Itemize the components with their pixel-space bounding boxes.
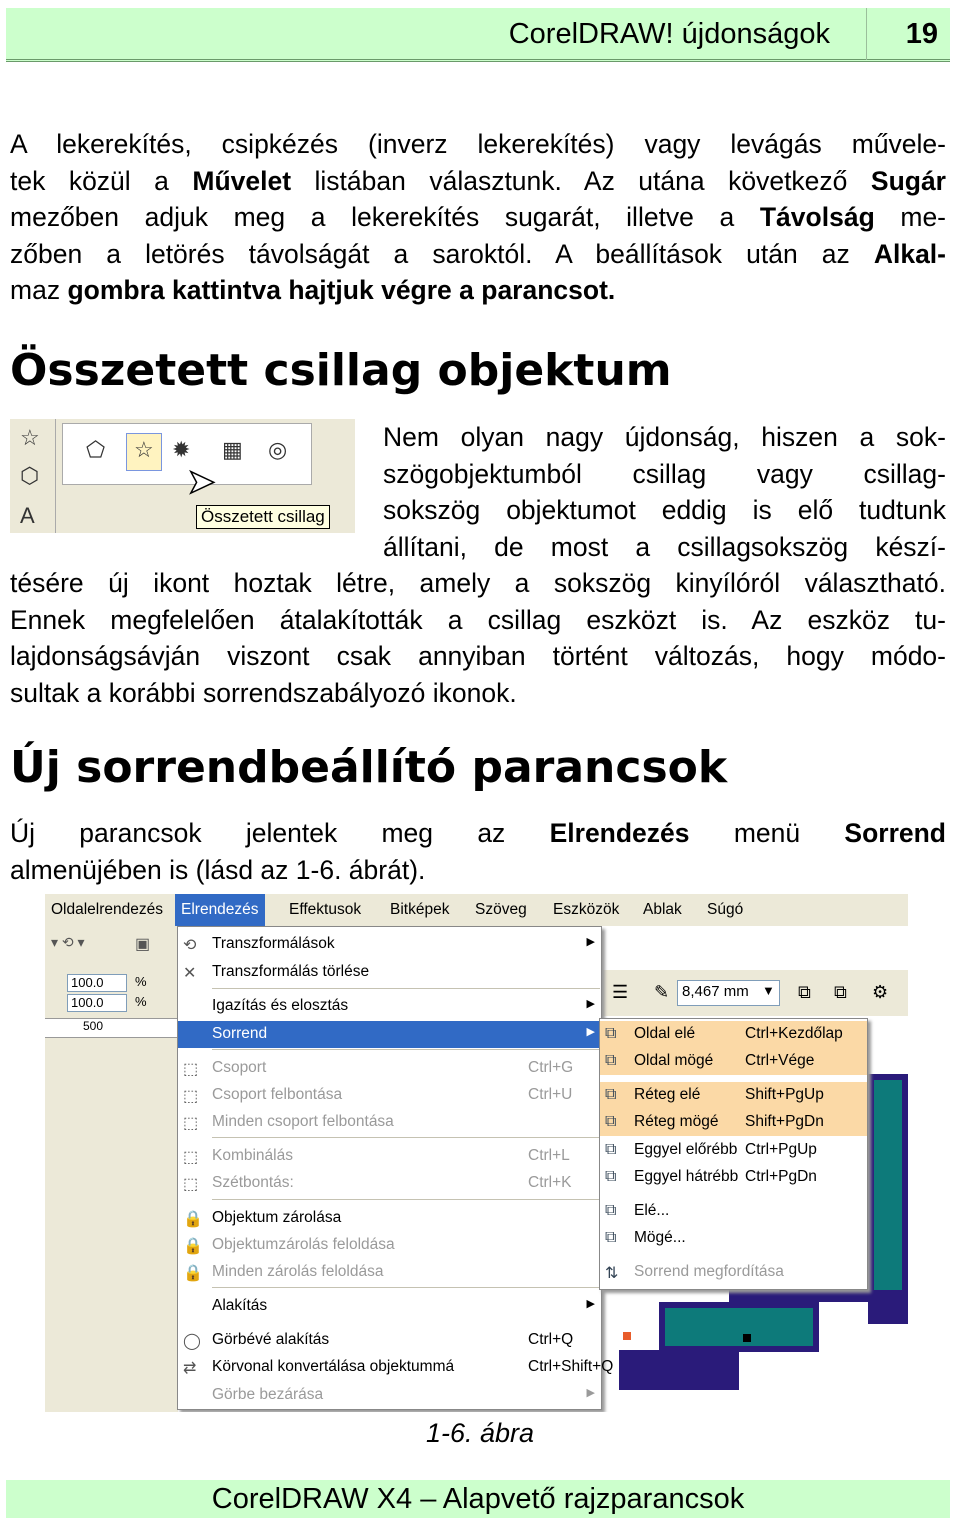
menu-item-icon: ⇄ (183, 1360, 197, 1377)
menu-item[interactable] (178, 1205, 601, 1232)
submenu-arrow-icon: ▶ (586, 936, 595, 948)
bold-term: gombra kattintva hajtjuk végre a parancsot. (60, 275, 616, 305)
ruler: 500 (45, 1018, 178, 1038)
height-unit: % (135, 994, 147, 1009)
submenu-item[interactable] (600, 1225, 867, 1252)
submenu-item-icon: ⧉ (605, 1113, 617, 1130)
submenu-item-label: Oldal mögé (634, 1052, 714, 1069)
tooltip: Összetett csillag (196, 505, 330, 529)
menu-item-label: Sorrend (212, 1025, 268, 1042)
text-run: Új parancsok jelentek meg az (10, 818, 550, 848)
pen-icon[interactable]: ✎ (654, 982, 670, 1002)
menu-item-icon: 🔒 (183, 1265, 203, 1282)
text-run: tek közül a (10, 165, 193, 196)
submenu-item-icon: ⇅ (605, 1265, 619, 1282)
menu-item[interactable] (178, 993, 601, 1020)
text-line: tésére új ikont hoztak létre, amely a sokszög kinyílóról választható. (10, 568, 946, 598)
menu-item-label: Csoport (212, 1059, 267, 1076)
menu-item-label: Transzformálás törlése (212, 963, 370, 980)
menubar-item[interactable]: Eszközök (553, 901, 620, 918)
order-submenu (599, 1018, 868, 1290)
submenu-item[interactable] (600, 1164, 867, 1191)
menu-item-icon: ⬚ (183, 1061, 199, 1078)
text-line (10, 815, 946, 852)
menu-item[interactable] (178, 1354, 614, 1381)
menu-item-label: Alakítás (212, 1297, 268, 1314)
menu-separator (212, 988, 600, 989)
order-paragraph (10, 815, 946, 888)
menu-separator (212, 1049, 600, 1050)
text-align-icon[interactable]: ☰ (612, 982, 629, 1002)
menu-separator (212, 1137, 600, 1138)
dropdown-arrow-icon[interactable]: ▼ (762, 983, 775, 998)
menu-item-label: Görbe bezárása (212, 1386, 324, 1403)
menu-item[interactable] (178, 1143, 601, 1170)
submenu-item-icon: ⧉ (605, 1202, 617, 1219)
drawing-steps (599, 1290, 908, 1412)
menu-item[interactable] (178, 959, 601, 986)
submenu-arrow-icon: ▶ (586, 1298, 595, 1310)
menu-item-icon: ⬚ (183, 1176, 199, 1193)
submenu-arrow-icon: ▶ (586, 1026, 595, 1038)
shape-tool-icon: ⬡ (20, 463, 40, 488)
submenu-item-shortcut: Ctrl+PgDn (745, 1168, 817, 1185)
bold-term: Művelet (192, 165, 292, 196)
menu-item[interactable] (178, 931, 601, 958)
page-footer: CorelDRAW X4 – Alapvető rajzparancsok (6, 1480, 950, 1518)
menubar-item[interactable]: Ablak (643, 901, 682, 918)
submenu-item[interactable] (600, 1021, 867, 1048)
submenu-arrow-icon: ▶ (586, 1387, 595, 1399)
text-line: sultak a korábbi sorrendszabályozó ikonok. (10, 677, 517, 708)
submenu-item-label: Eggyel hátrébb (634, 1168, 739, 1185)
width-unit: % (135, 974, 147, 989)
width-field[interactable]: 100.0 (67, 974, 127, 992)
text-line (10, 163, 946, 200)
menubar-item[interactable]: Szöveg (475, 901, 527, 918)
section-heading-order: Új sorrendbeállító parancsok (10, 742, 728, 793)
to-back-icon[interactable]: ⧉ (834, 982, 847, 1002)
property-bar-right (602, 970, 908, 1016)
menu-item-shortcut: Ctrl+L (528, 1147, 570, 1164)
page-header (6, 8, 950, 62)
height-field[interactable]: 100.0 (67, 994, 127, 1012)
menu-item-icon: 🔒 (183, 1238, 203, 1255)
text-line: Nem olyan nagy újdonság, hiszen a sok- (383, 422, 946, 452)
drawing-artwork (868, 1074, 908, 1324)
star-tool-icon: ☆ (20, 425, 40, 450)
menu-item[interactable] (178, 1293, 601, 1320)
submenu-item-icon: ⧉ (605, 1052, 617, 1069)
gear-icon[interactable]: ⚙ (872, 982, 889, 1002)
intro-paragraph (10, 126, 946, 309)
menubar-item[interactable]: Effektusok (289, 901, 362, 918)
submenu-item[interactable] (600, 1048, 867, 1075)
text-line: szögobjektumból csillag vagy csillag- (383, 458, 946, 489)
menu-item[interactable] (178, 1082, 601, 1109)
to-front-icon[interactable]: ⧉ (798, 982, 811, 1002)
menu-item-label: Minden csoport felbontása (212, 1113, 394, 1130)
menubar-item[interactable]: Oldalelrendezés (51, 901, 164, 918)
submenu-item-label: Réteg mögé (634, 1113, 719, 1130)
submenu-item-label: Elé... (634, 1202, 670, 1219)
submenu-item-shortcut: Ctrl+Kezdőlap (745, 1025, 843, 1042)
mouse-cursor-icon: ➤ (187, 463, 216, 501)
menu-item-icon: ⟲ (183, 937, 197, 954)
submenu-item-label: Oldal elé (634, 1025, 696, 1042)
text-line (10, 236, 946, 273)
submenu-item-label: Mögé... (634, 1229, 686, 1246)
submenu-item[interactable] (600, 1259, 867, 1286)
menu-item-label: Csoport felbontása (212, 1086, 343, 1103)
menubar-item[interactable]: Súgó (707, 901, 744, 918)
paste-icon[interactable]: ▣ (135, 936, 151, 953)
submenu-item-icon: ⧉ (605, 1025, 617, 1042)
text-line: állítani, de most a csillagsokszög készí- (383, 531, 946, 562)
menu-item[interactable] (178, 1021, 601, 1048)
text-run: A lekerekítés, csipkézés (inverz lekerekítés) vagy levágás művele- (10, 129, 946, 159)
text-run: maz (10, 275, 61, 305)
text-line (10, 126, 946, 163)
submenu-item-shortcut: Shift+PgUp (745, 1086, 824, 1103)
arrow-dropdown-icon[interactable]: ▾ ⟲ ▾ (51, 934, 85, 950)
menu-item-label: Igazítás és elosztás (212, 997, 349, 1014)
spiral-icon[interactable]: ◎ (268, 437, 288, 462)
menu-item-label: Szétbontás: (212, 1174, 294, 1191)
menubar-item[interactable]: Elrendezés (175, 894, 265, 926)
menu-item-shortcut: Ctrl+Shift+Q (528, 1358, 614, 1375)
complex-star-icon[interactable]: ✹ (172, 437, 191, 462)
menu-item[interactable] (178, 1170, 601, 1197)
menubar-item[interactable]: Bitképek (390, 901, 450, 918)
menu-item-label: Objektumzárolás feloldása (212, 1236, 395, 1253)
text-line: almenüjében is (lásd az 1-6. ábrát). (10, 854, 426, 885)
submenu-item[interactable] (600, 1082, 867, 1109)
submenu-item[interactable] (600, 1137, 867, 1164)
menu-item-icon: ◯ (183, 1333, 201, 1350)
text-run: zőben a letörés távolságát a saroktól. A beállítások után az (10, 238, 874, 269)
menu-item-icon: ✕ (183, 965, 197, 982)
bold-term: Elrendezés (549, 818, 690, 848)
menu-item-icon: ⬚ (183, 1088, 199, 1105)
text-run: me- (874, 202, 946, 232)
text-line (10, 199, 946, 236)
text-line: lajdonságsávján viszont csak annyiban történt változás, hogy módo- (10, 641, 946, 671)
figure-caption: 1-6. ábra (425, 1418, 535, 1448)
submenu-item-label: Eggyel előrébb (634, 1141, 738, 1158)
submenu-item-label: Sorrend megfordítása (634, 1263, 784, 1280)
arrange-menu (177, 926, 614, 1410)
submenu-item-shortcut: Ctrl+PgUp (745, 1141, 817, 1158)
menu-item[interactable] (178, 1327, 601, 1354)
menu-item[interactable] (178, 1109, 601, 1136)
submenu-item-shortcut: Shift+PgDn (745, 1113, 824, 1130)
bold-term: Sugár (870, 165, 946, 196)
property-bar-left (45, 926, 178, 1412)
menu-item-label: Objektum zárolása (212, 1209, 342, 1226)
menu-item-label: Kombinálás (212, 1147, 293, 1164)
submenu-item-icon: ⧉ (605, 1086, 617, 1103)
star-paragraph (10, 419, 946, 711)
submenu-item-shortcut: Ctrl+Vége (745, 1052, 815, 1069)
submenu-arrow-icon: ▶ (586, 998, 595, 1010)
menu-item-label: Görbévé alakítás (212, 1331, 330, 1348)
menu-item[interactable] (178, 1232, 601, 1259)
bold-term: Sorrend (844, 818, 946, 848)
submenu-item-icon: ⧉ (605, 1168, 617, 1185)
submenu-item-label: Réteg elé (634, 1086, 701, 1103)
menu-item-icon: 🔒 (183, 1211, 203, 1228)
menu-item[interactable] (178, 1259, 601, 1286)
text-run: mezőben adjuk meg a lekerekítés sugarát, illetve a (10, 202, 760, 232)
outline-width-field[interactable]: 8,467 mm (677, 980, 780, 1006)
menu-item[interactable] (178, 1382, 601, 1409)
menu-item-icon: ⬚ (183, 1115, 199, 1132)
header-title: CorelDRAW! újdonságok (508, 18, 830, 50)
submenu-item-icon: ⧉ (605, 1141, 617, 1158)
menu-item[interactable] (178, 1055, 601, 1082)
text-line: Ennek megfelelően átalakították a csillag eszközt is. Az eszköz tu- (10, 604, 946, 635)
bold-term: Alkal- (873, 238, 946, 269)
menu-bar (45, 894, 908, 926)
submenu-item[interactable] (600, 1109, 867, 1136)
section-heading-star: Összetett csillag objektum (10, 345, 672, 396)
bold-term: Távolság (759, 202, 875, 232)
submenu-item[interactable] (600, 1198, 867, 1225)
text-run: listában választunk. Az utána következő (291, 165, 871, 196)
menu-screenshot (45, 894, 908, 1412)
menu-item-shortcut: Ctrl+U (528, 1086, 573, 1103)
menu-separator (212, 1287, 600, 1288)
page-number: 19 (905, 18, 938, 50)
menu-item-shortcut: Ctrl+K (528, 1174, 572, 1191)
grid-icon[interactable]: ▦ (222, 437, 243, 462)
star-icon: ☆ (134, 437, 154, 462)
text-run: menü (689, 818, 845, 848)
text-line (10, 272, 946, 309)
menu-item-icon: ⬚ (183, 1149, 199, 1166)
menu-item-label: Minden zárolás feloldása (212, 1263, 384, 1280)
menu-item-label: Transzformálások (212, 935, 335, 952)
menu-item-label: Körvonal konvertálása objektummá (212, 1358, 455, 1375)
header-separator (866, 8, 867, 60)
polygon-icon[interactable]: ⬠ (86, 437, 106, 462)
text-tool-icon: A (20, 503, 35, 528)
menu-item-shortcut: Ctrl+Q (528, 1331, 574, 1348)
text-line: sokszög objektumot eddig is elő tudtunk (383, 495, 946, 525)
menu-separator (212, 1199, 600, 1200)
menu-item-shortcut: Ctrl+G (528, 1059, 574, 1076)
submenu-item-icon: ⧉ (605, 1229, 617, 1246)
